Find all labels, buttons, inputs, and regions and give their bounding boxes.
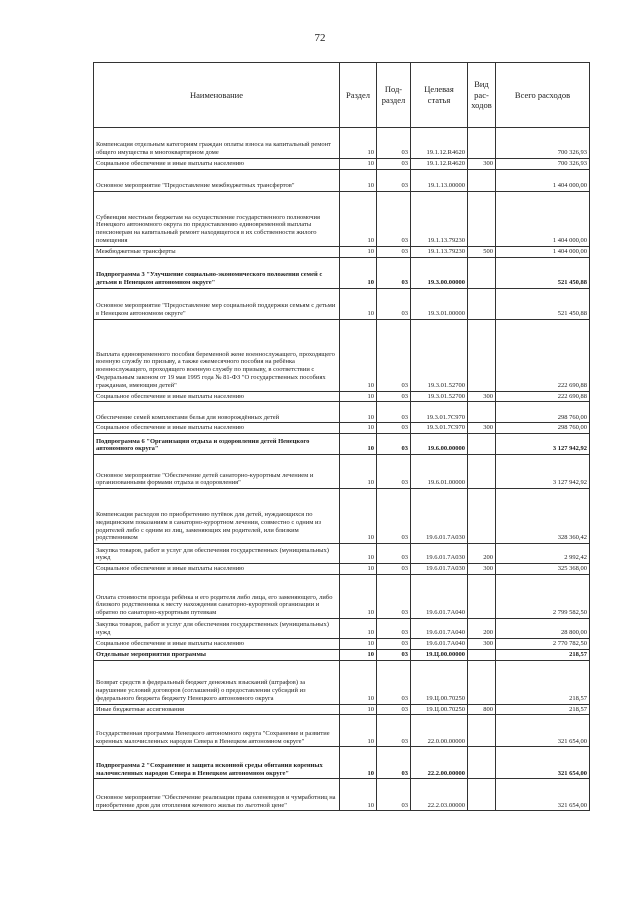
cell-name: Социальное обеспечение и иные выплаты населению bbox=[94, 391, 340, 402]
cell-name: Основное мероприятие "Обеспечение детей санаторно-курортным лечением и организованными формами отдыха и оздоровления" bbox=[94, 455, 340, 489]
cell-kind bbox=[468, 191, 496, 246]
cell-section: 10 bbox=[340, 649, 377, 660]
cell-name: Основное мероприятие "Обеспечение реализации права оленеводов и чумработниц на приобретение дров для отопления кочевого жилья по льготной цене" bbox=[94, 779, 340, 811]
cell-section: 10 bbox=[340, 660, 377, 704]
cell-total: 700 326,93 bbox=[496, 159, 590, 170]
cell-total: 700 326,93 bbox=[496, 128, 590, 159]
cell-article: 19.6.01.7А040 bbox=[411, 574, 468, 618]
cell-kind: 200 bbox=[468, 544, 496, 564]
cell-kind bbox=[468, 128, 496, 159]
table-row bbox=[94, 489, 590, 544]
cell-kind: 300 bbox=[468, 564, 496, 575]
cell-article: 19.Ц.00.70250 bbox=[411, 660, 468, 704]
cell-subsection: 03 bbox=[377, 257, 411, 288]
cell-total: 2 770 782,50 bbox=[496, 638, 590, 649]
table-row bbox=[94, 246, 590, 257]
cell-name: Основное мероприятие "Предоставление межбюджетных трансфертов" bbox=[94, 169, 340, 191]
cell-total: 2 992,42 bbox=[496, 544, 590, 564]
cell-name: Отдельные мероприятия программы bbox=[94, 649, 340, 660]
cell-subsection: 03 bbox=[377, 159, 411, 170]
cell-name: Социальное обеспечение и иные выплаты населению bbox=[94, 564, 340, 575]
cell-total: 1 404 000,00 bbox=[496, 246, 590, 257]
table-row bbox=[94, 434, 590, 455]
cell-name: Подпрограмма 2 "Сохранение и защита исконной среды обитания коренных малочисленных народов Севера в Ненецком автономном округе" bbox=[94, 747, 340, 779]
header-subsection: Под-раздел bbox=[377, 63, 411, 128]
cell-subsection: 03 bbox=[377, 564, 411, 575]
cell-section: 10 bbox=[340, 779, 377, 811]
cell-name: Оплата стоимости проезда ребёнка и его родителя либо лица, его заменяющего, либо близкого родственника к месту нахождения санаторно-курортной организации и обратно по санаторно-курортным путевкам bbox=[94, 574, 340, 618]
cell-kind bbox=[468, 660, 496, 704]
cell-kind bbox=[468, 434, 496, 455]
cell-subsection: 03 bbox=[377, 434, 411, 455]
header-section: Раздел bbox=[340, 63, 377, 128]
cell-subsection: 03 bbox=[377, 704, 411, 715]
budget-table bbox=[93, 62, 590, 811]
cell-kind: 500 bbox=[468, 246, 496, 257]
cell-article: 19.3.00.00000 bbox=[411, 257, 468, 288]
cell-kind bbox=[468, 169, 496, 191]
cell-section: 10 bbox=[340, 128, 377, 159]
cell-subsection: 03 bbox=[377, 618, 411, 638]
table-row bbox=[94, 159, 590, 170]
table-row bbox=[94, 191, 590, 246]
cell-total: 222 690,88 bbox=[496, 319, 590, 391]
table-row bbox=[94, 257, 590, 288]
table-row bbox=[94, 544, 590, 564]
header-name: Наименование bbox=[94, 63, 340, 128]
table-row bbox=[94, 128, 590, 159]
cell-article: 19.1.13.79230 bbox=[411, 246, 468, 257]
cell-article: 19.6.01.7А030 bbox=[411, 489, 468, 544]
cell-total: 222 690,88 bbox=[496, 391, 590, 402]
table-row bbox=[94, 660, 590, 704]
cell-total: 328 360,42 bbox=[496, 489, 590, 544]
table-row bbox=[94, 564, 590, 575]
cell-kind bbox=[468, 319, 496, 391]
cell-article: 19.1.12.R4620 bbox=[411, 159, 468, 170]
table-row bbox=[94, 747, 590, 779]
cell-name: Подпрограмма 6 "Организация отдыха и оздоровления детей Ненецкого автономного округа" bbox=[94, 434, 340, 455]
cell-article: 19.6.00.00000 bbox=[411, 434, 468, 455]
cell-total: 321 654,00 bbox=[496, 715, 590, 747]
cell-total: 218,57 bbox=[496, 704, 590, 715]
table-row bbox=[94, 715, 590, 747]
cell-article: 19.3.01.52700 bbox=[411, 391, 468, 402]
cell-kind bbox=[468, 257, 496, 288]
cell-total: 2 799 582,50 bbox=[496, 574, 590, 618]
cell-total: 325 368,00 bbox=[496, 564, 590, 575]
cell-article: 19.6.01.00000 bbox=[411, 455, 468, 489]
cell-name: Социальное обеспечение и иные выплаты населению bbox=[94, 423, 340, 434]
cell-total: 321 654,00 bbox=[496, 779, 590, 811]
table-row bbox=[94, 574, 590, 618]
cell-name: Обеспечение семей комплектами белья для новорождённых детей bbox=[94, 402, 340, 423]
cell-total: 521 450,88 bbox=[496, 288, 590, 319]
cell-kind: 300 bbox=[468, 391, 496, 402]
cell-subsection: 03 bbox=[377, 489, 411, 544]
table-row bbox=[94, 391, 590, 402]
cell-section: 10 bbox=[340, 489, 377, 544]
cell-section: 10 bbox=[340, 257, 377, 288]
cell-section: 10 bbox=[340, 423, 377, 434]
cell-kind: 200 bbox=[468, 618, 496, 638]
cell-total: 3 127 942,92 bbox=[496, 455, 590, 489]
cell-kind bbox=[468, 779, 496, 811]
cell-article: 22.2.00.00000 bbox=[411, 747, 468, 779]
table-row bbox=[94, 288, 590, 319]
cell-section: 10 bbox=[340, 402, 377, 423]
cell-kind: 800 bbox=[468, 704, 496, 715]
table-row bbox=[94, 455, 590, 489]
cell-total: 521 450,88 bbox=[496, 257, 590, 288]
cell-total: 218,57 bbox=[496, 660, 590, 704]
cell-article: 19.3.01.52700 bbox=[411, 319, 468, 391]
table-row bbox=[94, 423, 590, 434]
cell-article: 19.1.13.00000 bbox=[411, 169, 468, 191]
cell-article: 19.Ц.00.70250 bbox=[411, 704, 468, 715]
cell-total: 218,57 bbox=[496, 649, 590, 660]
cell-name: Закупка товаров, работ и услуг для обеспечения государственных (муниципальных) нужд bbox=[94, 544, 340, 564]
cell-article: 22.0.00.00000 bbox=[411, 715, 468, 747]
cell-section: 10 bbox=[340, 319, 377, 391]
cell-kind bbox=[468, 455, 496, 489]
cell-section: 10 bbox=[340, 159, 377, 170]
cell-name: Субвенции местным бюджетам на осуществление государственного полномочия Ненецкого автономного округа по предоставлению единовременной выплаты пенсионерам на капитальный ремонт находящегося в их собственности жилого помещения bbox=[94, 191, 340, 246]
cell-article: 19.3.01.7С970 bbox=[411, 402, 468, 423]
header-target-article: Целевая статья bbox=[411, 63, 468, 128]
cell-subsection: 03 bbox=[377, 128, 411, 159]
cell-name: Закупка товаров, работ и услуг для обеспечения государственных (муниципальных) нужд bbox=[94, 618, 340, 638]
cell-article: 22.2.03.00000 bbox=[411, 779, 468, 811]
cell-kind: 300 bbox=[468, 159, 496, 170]
cell-section: 10 bbox=[340, 618, 377, 638]
cell-section: 10 bbox=[340, 191, 377, 246]
cell-section: 10 bbox=[340, 574, 377, 618]
cell-article: 19.6.01.7А040 bbox=[411, 638, 468, 649]
cell-section: 10 bbox=[340, 169, 377, 191]
cell-article: 19.3.01.7С970 bbox=[411, 423, 468, 434]
cell-total: 298 760,00 bbox=[496, 423, 590, 434]
table-row bbox=[94, 779, 590, 811]
cell-name: Компенсация отдельным категориям граждан оплаты взноса на капитальный ремонт общего имущества в многоквартирном доме bbox=[94, 128, 340, 159]
cell-subsection: 03 bbox=[377, 747, 411, 779]
cell-name: Социальное обеспечение и иные выплаты населению bbox=[94, 638, 340, 649]
cell-total: 28 800,00 bbox=[496, 618, 590, 638]
cell-subsection: 03 bbox=[377, 246, 411, 257]
cell-name: Подпрограмма 3 "Улучшение социально-экономического положения семей с детьми в Ненецком автономном округе" bbox=[94, 257, 340, 288]
cell-name: Возврат средств в федеральный бюджет денежных взысканий (штрафов) за нарушение условий договоров (соглашений) о предоставлении субсидий из федерального бюджета бюджету Ненецкого автономного округа bbox=[94, 660, 340, 704]
cell-subsection: 03 bbox=[377, 715, 411, 747]
cell-subsection: 03 bbox=[377, 779, 411, 811]
cell-article: 19.6.01.7А030 bbox=[411, 544, 468, 564]
table-row bbox=[94, 618, 590, 638]
cell-subsection: 03 bbox=[377, 391, 411, 402]
cell-section: 10 bbox=[340, 564, 377, 575]
table-row bbox=[94, 649, 590, 660]
cell-article: 19.6.01.7А040 bbox=[411, 618, 468, 638]
cell-section: 10 bbox=[340, 246, 377, 257]
table-row bbox=[94, 319, 590, 391]
cell-subsection: 03 bbox=[377, 544, 411, 564]
cell-name: Выплата единовременного пособия беременной жене военнослужащего, проходящего военную службу по призыву, а также ежемесячного пособия на ребёнка военнослужащего, проходящего военную службу по призыву, в соответствии с Федеральным законом от 19 мая 1995 года № 81-ФЗ "О государственных пособиях гражданам, имеющим детей" bbox=[94, 319, 340, 391]
cell-subsection: 03 bbox=[377, 574, 411, 618]
cell-total: 1 404 000,00 bbox=[496, 169, 590, 191]
cell-section: 10 bbox=[340, 288, 377, 319]
cell-section: 10 bbox=[340, 455, 377, 489]
cell-total: 298 760,00 bbox=[496, 402, 590, 423]
cell-subsection: 03 bbox=[377, 319, 411, 391]
cell-section: 10 bbox=[340, 638, 377, 649]
table-row bbox=[94, 402, 590, 423]
cell-subsection: 03 bbox=[377, 402, 411, 423]
table-row bbox=[94, 638, 590, 649]
cell-subsection: 03 bbox=[377, 169, 411, 191]
cell-section: 10 bbox=[340, 715, 377, 747]
cell-kind bbox=[468, 402, 496, 423]
cell-subsection: 03 bbox=[377, 649, 411, 660]
page-number: 72 bbox=[314, 32, 326, 44]
header-total: Всего расходов bbox=[496, 63, 590, 128]
cell-subsection: 03 bbox=[377, 455, 411, 489]
cell-total: 1 404 000,00 bbox=[496, 191, 590, 246]
cell-section: 10 bbox=[340, 704, 377, 715]
cell-name: Государственная программа Ненецкого автономного округа "Сохранение и развитие коренных малочисленных народов Севера в Ненецком автономном округе" bbox=[94, 715, 340, 747]
cell-section: 10 bbox=[340, 747, 377, 779]
cell-article: 19.1.12.R4620 bbox=[411, 128, 468, 159]
cell-section: 10 bbox=[340, 391, 377, 402]
cell-subsection: 03 bbox=[377, 423, 411, 434]
cell-name: Компенсация расходов по приобретению путёвок для детей, нуждающихся по медицинским показаниям в санаторно-курортном лечении, совместно с одним из родителей либо с одним из лиц, заменяющих им родителей, или близким родственником bbox=[94, 489, 340, 544]
cell-name: Социальное обеспечение и иные выплаты населению bbox=[94, 159, 340, 170]
cell-kind: 300 bbox=[468, 423, 496, 434]
cell-total: 321 654,00 bbox=[496, 747, 590, 779]
cell-article: 19.Ц.00.00000 bbox=[411, 649, 468, 660]
cell-section: 10 bbox=[340, 434, 377, 455]
cell-subsection: 03 bbox=[377, 660, 411, 704]
table-body bbox=[94, 128, 590, 811]
cell-article: 19.6.01.7А030 bbox=[411, 564, 468, 575]
cell-name: Межбюджетные трансферты bbox=[94, 246, 340, 257]
cell-kind bbox=[468, 574, 496, 618]
cell-name: Основное мероприятие "Предоставление мер социальной поддержки семьям с детьми в Ненецком автономном округе" bbox=[94, 288, 340, 319]
cell-kind bbox=[468, 489, 496, 544]
cell-subsection: 03 bbox=[377, 288, 411, 319]
table-row bbox=[94, 169, 590, 191]
cell-kind bbox=[468, 649, 496, 660]
cell-section: 10 bbox=[340, 544, 377, 564]
cell-kind bbox=[468, 715, 496, 747]
cell-subsection: 03 bbox=[377, 638, 411, 649]
table-header-row bbox=[94, 63, 590, 128]
cell-subsection: 03 bbox=[377, 191, 411, 246]
cell-name: Иные бюджетные ассигнования bbox=[94, 704, 340, 715]
cell-kind bbox=[468, 747, 496, 779]
cell-total: 3 127 942,92 bbox=[496, 434, 590, 455]
cell-article: 19.3.01.00000 bbox=[411, 288, 468, 319]
cell-kind bbox=[468, 288, 496, 319]
header-expense-kind: Вид рас-ходов bbox=[468, 63, 496, 128]
cell-kind: 300 bbox=[468, 638, 496, 649]
table-row bbox=[94, 704, 590, 715]
cell-article: 19.1.13.79230 bbox=[411, 191, 468, 246]
